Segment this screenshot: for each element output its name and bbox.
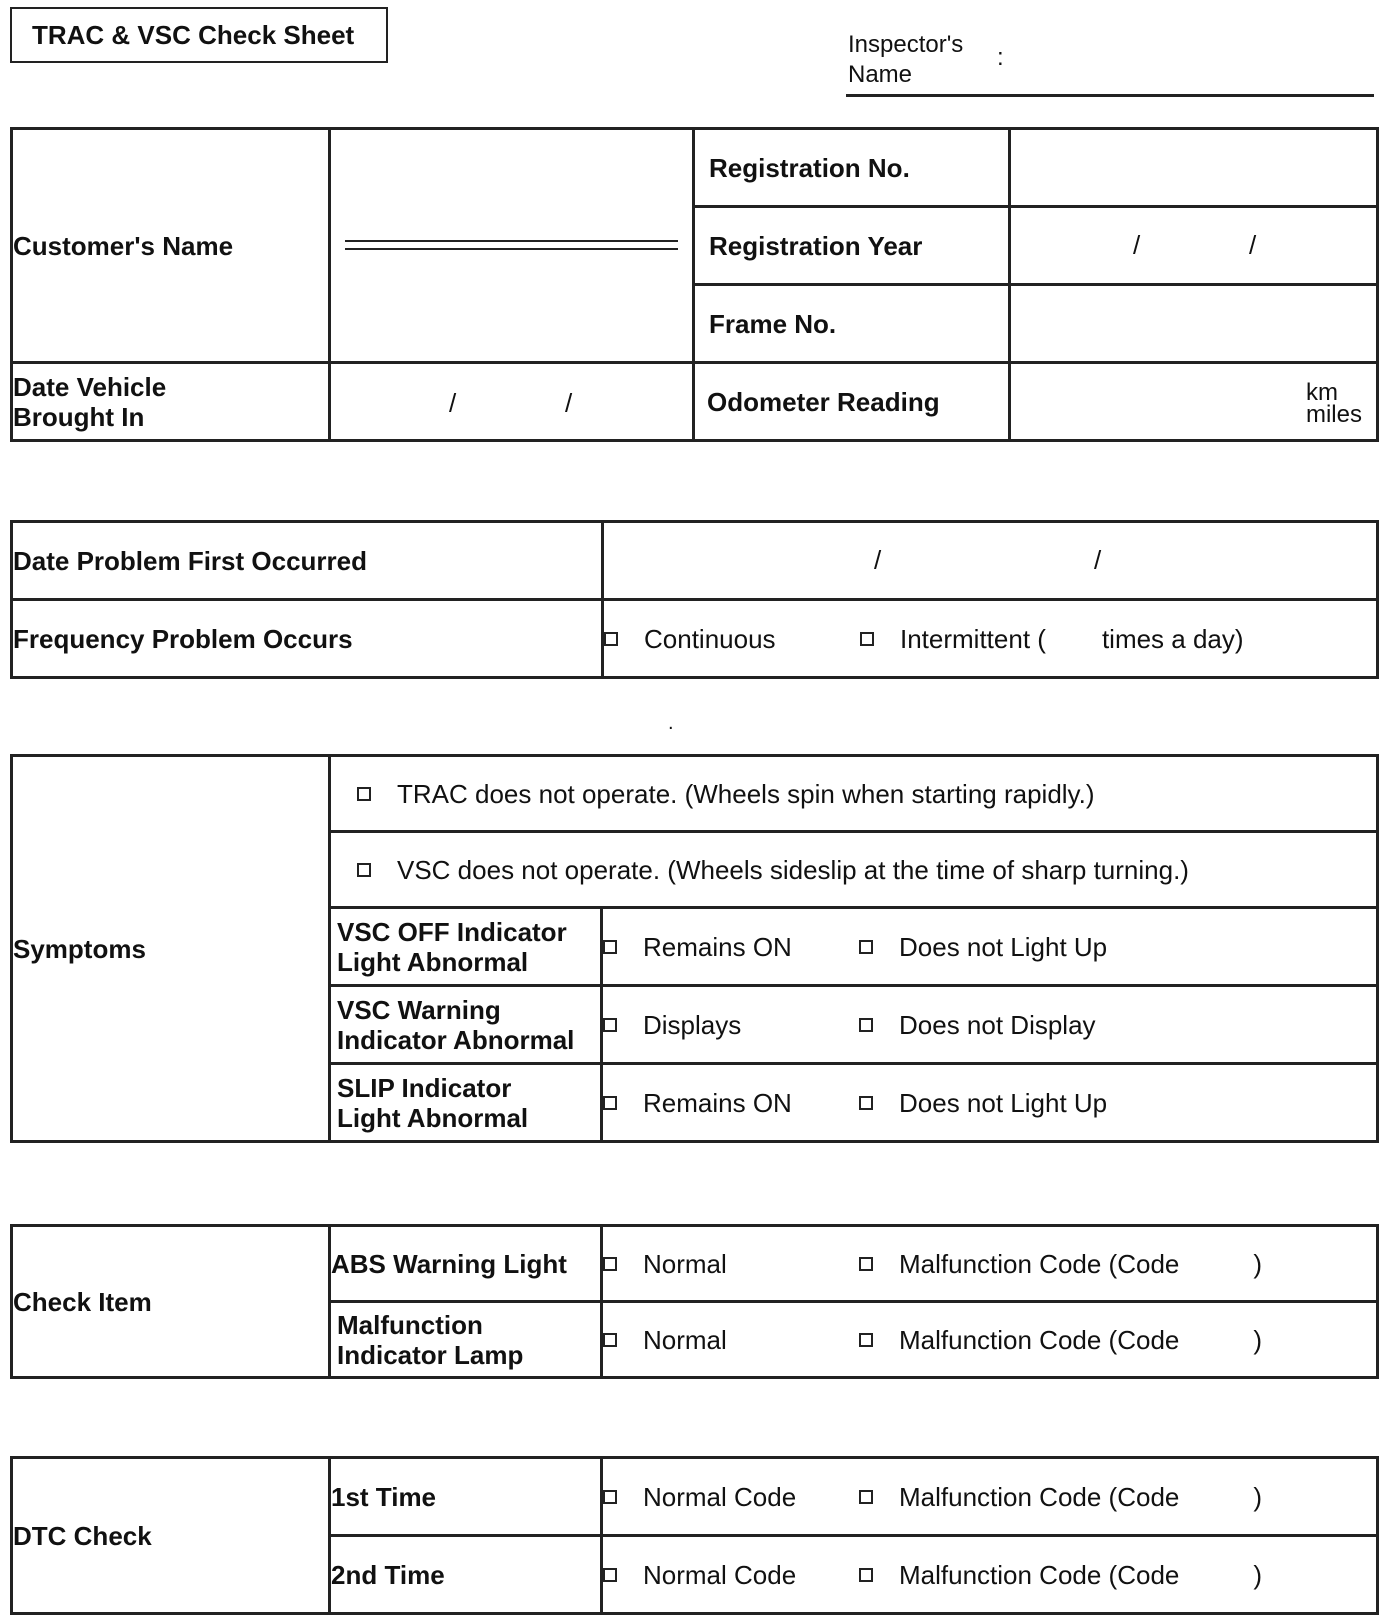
option-suffix: times a day) [1101,623,1244,654]
unit-miles: miles [1305,400,1362,428]
label-line: Indicator Abnormal [337,1024,575,1055]
check-item-label: Check Item [12,1226,330,1378]
checkbox[interactable] [859,1490,873,1504]
checkbox[interactable] [859,940,873,954]
inspector-colon: : [997,44,1004,71]
odometer-label: Odometer Reading [694,363,1010,441]
abs-warning-light-label: ABS Warning Light [330,1226,602,1302]
inspector-name-label [848,30,963,90]
checkbox[interactable] [603,1257,617,1271]
checkbox[interactable] [603,1096,617,1110]
vsc-off-indicator-label [330,908,602,986]
option-label: Malfunction Code (Code [899,1559,1180,1590]
checkbox[interactable] [860,632,874,646]
label-line: VSC OFF Indicator [337,916,567,947]
check-item-table [10,1224,1379,1379]
option-close-paren: ) [1253,1248,1263,1279]
odometer-field[interactable] [1010,363,1378,441]
option-does-not-display[interactable] [859,1010,1096,1041]
label-line: Light Abnormal [337,1102,529,1133]
registration-year-field[interactable] [1010,207,1378,285]
checkbox[interactable] [603,1490,617,1504]
date-separator: / [1249,229,1257,260]
option-label: Malfunction Code (Code [899,1248,1180,1279]
date-first-occurred-field[interactable] [603,522,1378,600]
registration-no-field[interactable] [1010,129,1378,207]
option-close-paren: ) [1253,1324,1263,1355]
malfunction-indicator-lamp-options [602,1302,1378,1378]
option-normal[interactable] [603,1325,859,1356]
trac-not-operate-option[interactable] [330,756,1378,832]
checkbox[interactable] [859,1568,873,1582]
problem-table [10,520,1379,679]
label-line: SLIP Indicator [337,1072,512,1103]
symptoms-label: Symptoms [12,756,330,1142]
option-displays[interactable] [603,1010,859,1041]
label-line: Malfunction [337,1309,483,1340]
checkbox[interactable] [859,1018,873,1032]
inspector-label-line2: Name [848,61,913,88]
option-normal[interactable] [603,1249,859,1280]
first-time-options [602,1458,1378,1536]
checkbox[interactable] [603,1568,617,1582]
checkbox[interactable] [859,1257,873,1271]
checkbox[interactable] [603,1333,617,1347]
option-close-paren: ) [1253,1559,1263,1590]
customer-name-underline [345,240,678,250]
inspector-name-field[interactable] [846,94,1374,97]
option-label: Normal [643,1324,727,1355]
option-malfunction-code[interactable] [859,1560,1262,1591]
checkbox[interactable] [603,940,617,954]
option-remains-on[interactable] [603,932,859,963]
option-label: VSC does not operate. (Wheels sideslip at the time of sharp turning.) [397,854,1189,885]
symptoms-table [10,754,1379,1143]
option-label: Normal [643,1248,727,1279]
customer-name-field[interactable] [330,129,694,363]
date-brought-in-label-line2: Brought In [13,401,145,432]
second-time-label: 2nd Time [330,1536,602,1614]
option-normal-code[interactable] [603,1560,859,1591]
frame-no-field[interactable] [1010,285,1378,363]
checkbox[interactable] [859,1333,873,1347]
option-label: Does not Light Up [899,1087,1108,1118]
option-normal-code[interactable] [603,1482,859,1513]
odometer-unit [1305,378,1362,428]
registration-no-label: Registration No. [694,129,1010,207]
option-intermittent[interactable] [860,624,1244,655]
date-separator: / [1133,229,1141,260]
date-separator: / [1094,544,1102,575]
unit-km: km [1305,378,1338,406]
inspector-label-line1: Inspector's [848,31,964,58]
frequency-options [603,600,1378,678]
option-label: Remains ON [643,1087,792,1118]
second-time-options [602,1536,1378,1614]
option-continuous[interactable] [604,624,860,655]
option-remains-on[interactable] [603,1088,859,1119]
date-separator: / [874,544,882,575]
registration-year-label: Registration Year [694,207,1010,285]
option-label: Does not Light Up [899,931,1108,962]
option-malfunction-code[interactable] [859,1325,1262,1356]
vsc-not-operate-option[interactable] [330,832,1378,908]
option-does-not-light-up[interactable] [859,932,1107,963]
date-separator: / [565,387,573,418]
date-brought-in-label-line1: Date Vehicle [13,371,167,402]
date-brought-in-label [12,363,330,441]
option-label: Remains ON [643,931,792,962]
option-label: Displays [643,1009,742,1040]
dtc-check-table [10,1456,1379,1615]
option-label: TRAC does not operate. (Wheels spin when starting rapidly.) [397,778,1095,809]
slip-indicator-options [602,1064,1378,1142]
vsc-warning-indicator-label [330,986,602,1064]
option-malfunction-code[interactable] [859,1482,1262,1513]
frame-no-label: Frame No. [694,285,1010,363]
abs-warning-light-options [602,1226,1378,1302]
checkbox[interactable] [357,787,371,801]
page-title: TRAC & VSC Check Sheet [10,7,388,63]
option-close-paren: ) [1253,1481,1263,1512]
label-line: Indicator Lamp [337,1339,524,1370]
checkbox[interactable] [603,1018,617,1032]
dtc-check-label: DTC Check [12,1458,330,1614]
option-label: Malfunction Code (Code [899,1324,1180,1355]
checkbox[interactable] [859,1096,873,1110]
first-time-label: 1st Time [330,1458,602,1536]
label-line: VSC Warning [337,994,501,1025]
option-label: Malfunction Code (Code [899,1481,1180,1512]
checkbox[interactable] [604,632,618,646]
option-label: Intermittent ( [900,623,1046,654]
frequency-label: Frequency Problem Occurs [12,600,603,678]
checkbox[interactable] [357,863,371,877]
option-label: Normal Code [643,1481,797,1512]
vsc-off-indicator-options [602,908,1378,986]
option-does-not-light-up[interactable] [859,1088,1107,1119]
option-label: Does not Display [899,1009,1096,1040]
vehicle-info-table [10,127,1379,442]
date-separator: / [449,387,457,418]
option-label: Continuous [644,623,776,654]
label-line: Light Abnormal [337,946,529,977]
stray-dot: . [668,712,674,734]
option-malfunction-code[interactable] [859,1249,1262,1280]
date-first-occurred-label: Date Problem First Occurred [12,522,603,600]
slip-indicator-label [330,1064,602,1142]
vsc-warning-indicator-options [602,986,1378,1064]
date-brought-in-field[interactable] [330,363,694,441]
customer-name-label: Customer's Name [12,129,330,363]
malfunction-indicator-lamp-label [330,1302,602,1378]
option-label: Normal Code [643,1559,797,1590]
